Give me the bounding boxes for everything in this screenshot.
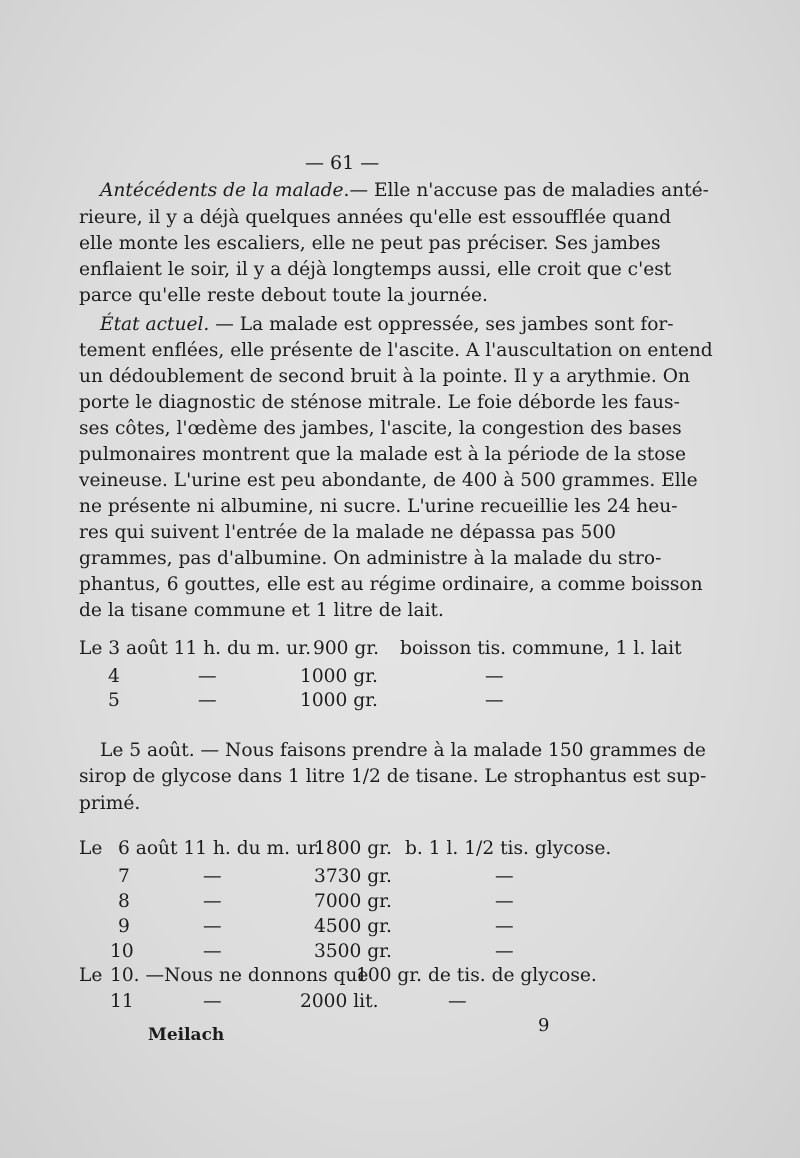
table2-row-amount: 1800 gr.: [314, 838, 392, 859]
table2-row-dash: —: [203, 916, 222, 937]
para2-line: ne présente ni albumine, ni sucre. L'urine recueillie les 24 heu-: [79, 496, 678, 517]
para2-line: pulmonaires montrent que la malade est à la période de la stose: [79, 444, 686, 465]
table1-row-day: Le 3 août 11 h. du m. ur.: [79, 638, 311, 659]
table1-row-amount: 1000 gr.: [300, 666, 378, 687]
para2-line-1: [100, 312, 674, 338]
table2-row-amount: 3730 gr.: [314, 866, 392, 887]
para1-line: elle monte les escaliers, elle ne peut pas préciser. Ses jambes: [79, 233, 661, 254]
table1-row-amount: 900 gr.: [313, 638, 380, 659]
table2-row-day: 9: [118, 916, 130, 937]
table2-row-dash: —: [203, 891, 222, 912]
table2-row-note: b. 1 l. 1/2 tis. glycose.: [405, 838, 612, 859]
table1-row-day: 5: [108, 690, 120, 711]
table2-row-dash: —: [203, 991, 222, 1012]
table2-row-note: —: [495, 916, 514, 937]
para2-line: ses côtes, l'œdème des jambes, l'ascite, la congestion des bases: [79, 418, 682, 439]
table1-row-dash: —: [198, 690, 217, 711]
table2-row-day: 6 août 11 h. du m. ur.: [118, 838, 321, 859]
table1-row-note: boisson tis. commune, 1 l. lait: [400, 638, 682, 659]
para1-line: parce qu'elle reste debout toute la journée.: [79, 285, 488, 306]
para2-line: un dédoublement de second bruit à la pointe. Il y a arythmie. On: [79, 366, 690, 387]
para1-line-1-rest: .— Elle n'accuse pas de maladies anté-: [343, 180, 709, 201]
table2-row-day: 11: [110, 991, 134, 1012]
para3-line: Le 5 août. — Nous faisons prendre à la malade 150 grammes de: [100, 740, 706, 761]
para2-heading: État actuel.: [100, 314, 210, 335]
table2-row-dash: —: [203, 866, 222, 887]
table2-row-amount: 3500 gr.: [314, 941, 392, 962]
table1-row-day: 4: [108, 666, 120, 687]
table2-row-note: —: [495, 941, 514, 962]
table2-row-day: 10: [110, 941, 134, 962]
para1-line: enflaient le soir, il y a déjà longtemps aussi, elle croit que c'est: [79, 259, 672, 280]
page-number: — 61 —: [305, 152, 380, 174]
table2-row-note: —: [495, 891, 514, 912]
para1-heading: Antécédents de la malade: [100, 180, 344, 201]
signature: Meilach: [148, 1025, 225, 1045]
para2-line: res qui suivent l'entrée de la malade ne dépassa pas 500: [79, 522, 616, 543]
table2-row-amount: 2000 lit.: [300, 991, 379, 1012]
table2-row-day: 8: [118, 891, 130, 912]
table2-row-day: 7: [118, 866, 130, 887]
para2-line: de la tisane commune et 1 litre de lait.: [79, 600, 444, 621]
table1-row-note: —: [485, 666, 504, 687]
para2-line: veineuse. L'urine est peu abondante, de 400 à 500 grammes. Elle: [79, 470, 698, 491]
table1-row-note: —: [485, 690, 504, 711]
para2-line: tement enflées, elle présente de l'ascite. A l'auscultation on entend: [79, 340, 713, 361]
table2-row-amount: 7000 gr.: [314, 891, 392, 912]
para2-line: phantus, 6 gouttes, elle est au régime ordinaire, a comme boisson: [79, 574, 703, 595]
table1-row-dash: —: [198, 666, 217, 687]
folio-mark: 9: [538, 1015, 550, 1036]
table2-prefix: Le: [79, 838, 103, 859]
para3-line: sirop de glycose dans 1 litre 1/2 de tisane. Le strophantus est sup-: [79, 766, 707, 787]
para1-line-1: [100, 178, 709, 204]
table2-row-note: —: [448, 991, 467, 1012]
table2-row-note: —: [495, 866, 514, 887]
table2-row-dash: —: [203, 941, 222, 962]
table2-note-amount: 100 gr. de tis. de glycose.: [356, 965, 597, 986]
table2-note-text: 10. —Nous ne donnons que: [110, 965, 369, 986]
para2-line-1-rest: — La malade est oppressée, ses jambes sont for-: [215, 314, 674, 335]
table1-row-amount: 1000 gr.: [300, 690, 378, 711]
para1-line: rieure, il y a déjà quelques années qu'elle est essoufflée quand: [79, 207, 671, 228]
para2-line: grammes, pas d'albumine. On administre à la malade du stro-: [79, 548, 662, 569]
table2-row-amount: 4500 gr.: [314, 916, 392, 937]
table2-note-prefix: Le: [79, 965, 103, 986]
para3-line: primé.: [79, 793, 141, 814]
para2-line: porte le diagnostic de sténose mitrale. Le foie déborde les faus-: [79, 392, 680, 413]
